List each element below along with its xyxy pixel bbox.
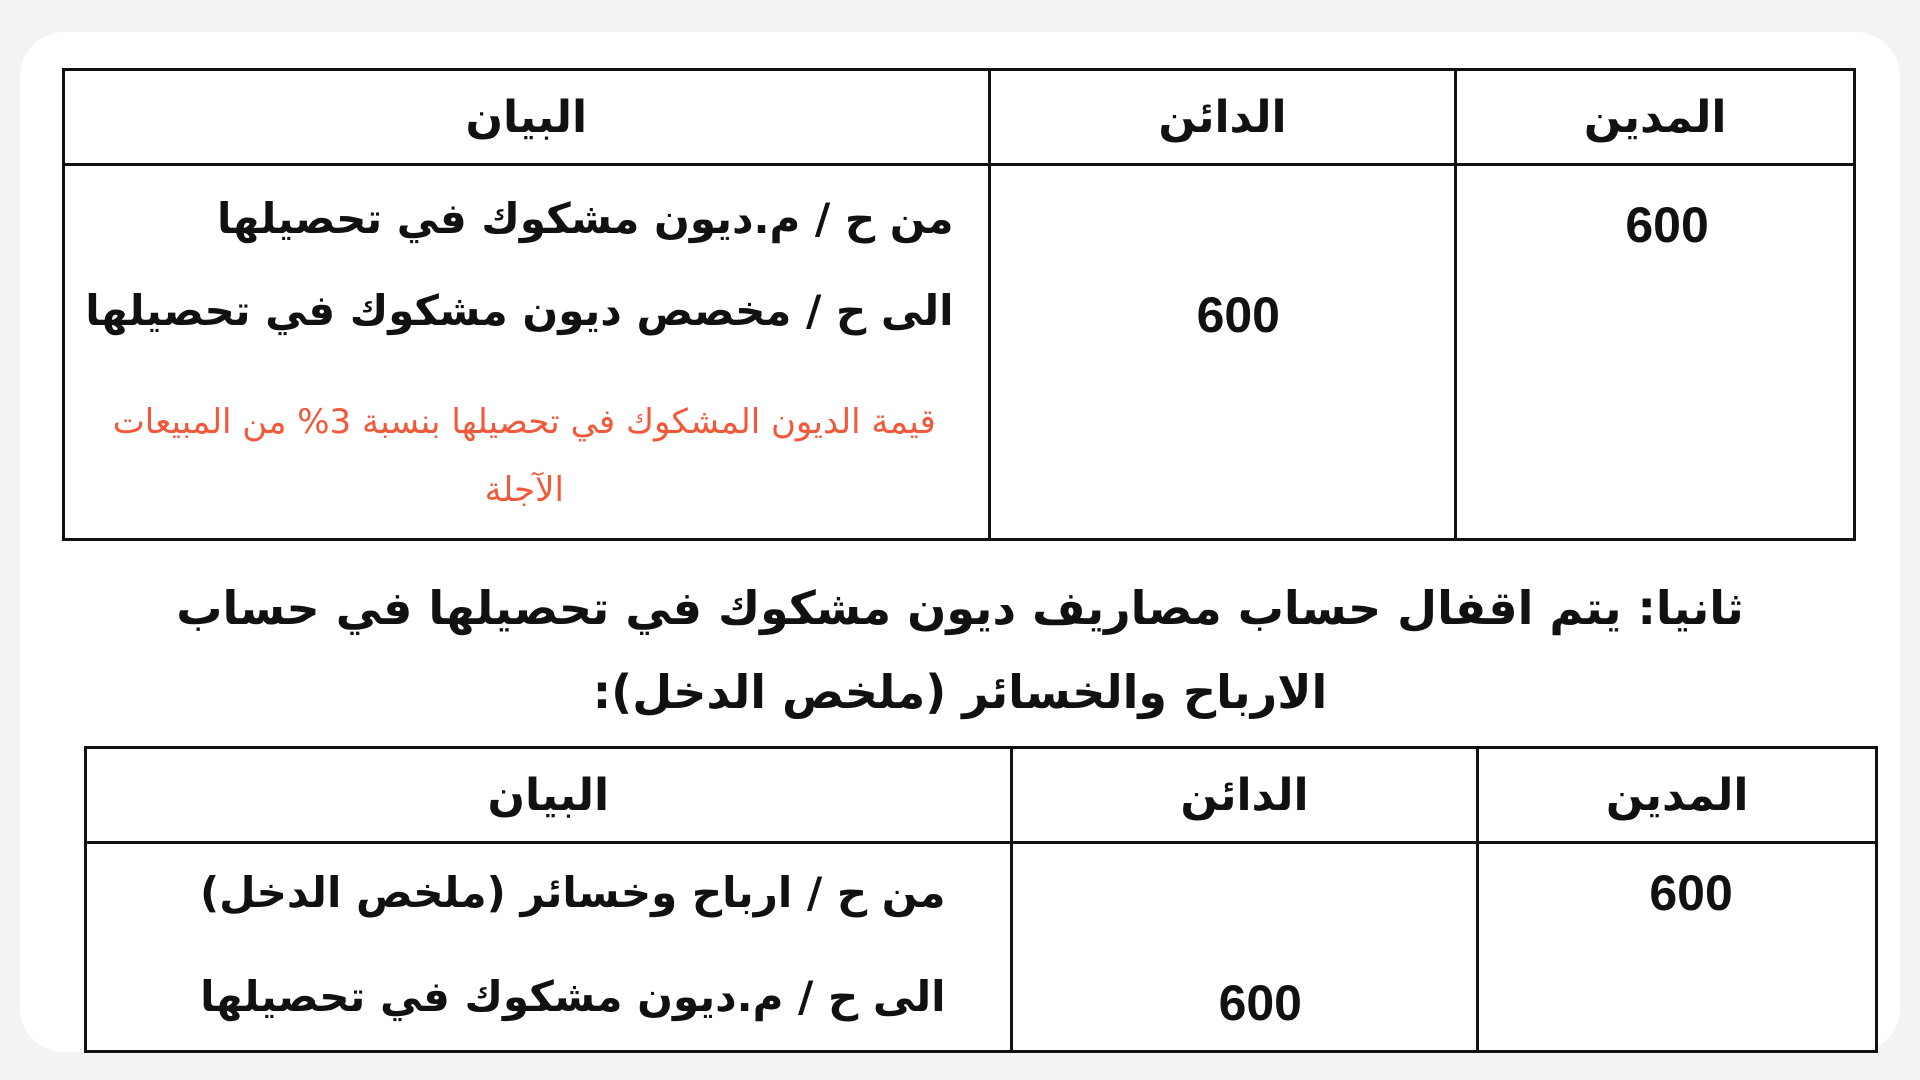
header-debit: المدين: [1456, 70, 1855, 165]
description-cell: [86, 843, 1012, 1052]
debit-amount: 600: [1649, 865, 1733, 921]
description-cell: [64, 165, 990, 540]
credit-cell: [989, 165, 1456, 540]
credit-amount: 600: [1218, 975, 1302, 1031]
entry-to-line: الى ح / م.ديون مشكوك في تحصيلها: [200, 972, 946, 1021]
entry-from-line: من ح / ارباح وخسائر (ملخص الدخل): [199, 868, 946, 917]
table-row: [64, 165, 1855, 540]
journal-entry-table-1: [62, 68, 1856, 541]
closing-entry-paragraph: ثانيا: يتم اقفال حساب مصاريف ديون مشكوك في تحصيلها في حساب الارباح والخسائر (ملخص الدخل):: [176, 581, 1744, 719]
header-credit: الدائن: [1011, 748, 1478, 843]
table-header-row: [64, 70, 1855, 165]
entry-from-line: من ح / م.ديون مشكوك في تحصيلها: [216, 194, 954, 243]
debit-cell: [1456, 165, 1855, 540]
debit-amount: 600: [1625, 197, 1709, 253]
debit-cell: [1478, 843, 1877, 1052]
entry-note: قيمة الديون المشكوك في تحصيلها بنسبة 3% من المبيعات الآجلة: [112, 402, 936, 510]
entry-to-line: الى ح / مخصص ديون مشكوك في تحصيلها: [85, 286, 954, 335]
header-credit: الدائن: [989, 70, 1456, 165]
credit-cell: [1011, 843, 1478, 1052]
journal-entry-table-2: [84, 746, 1878, 1053]
table-header-row: [86, 748, 1877, 843]
header-debit: المدين: [1478, 748, 1877, 843]
table-row: [86, 843, 1877, 1052]
header-description: البيان: [86, 748, 1012, 843]
credit-amount: 600: [1196, 287, 1280, 343]
header-description: البيان: [64, 70, 990, 165]
